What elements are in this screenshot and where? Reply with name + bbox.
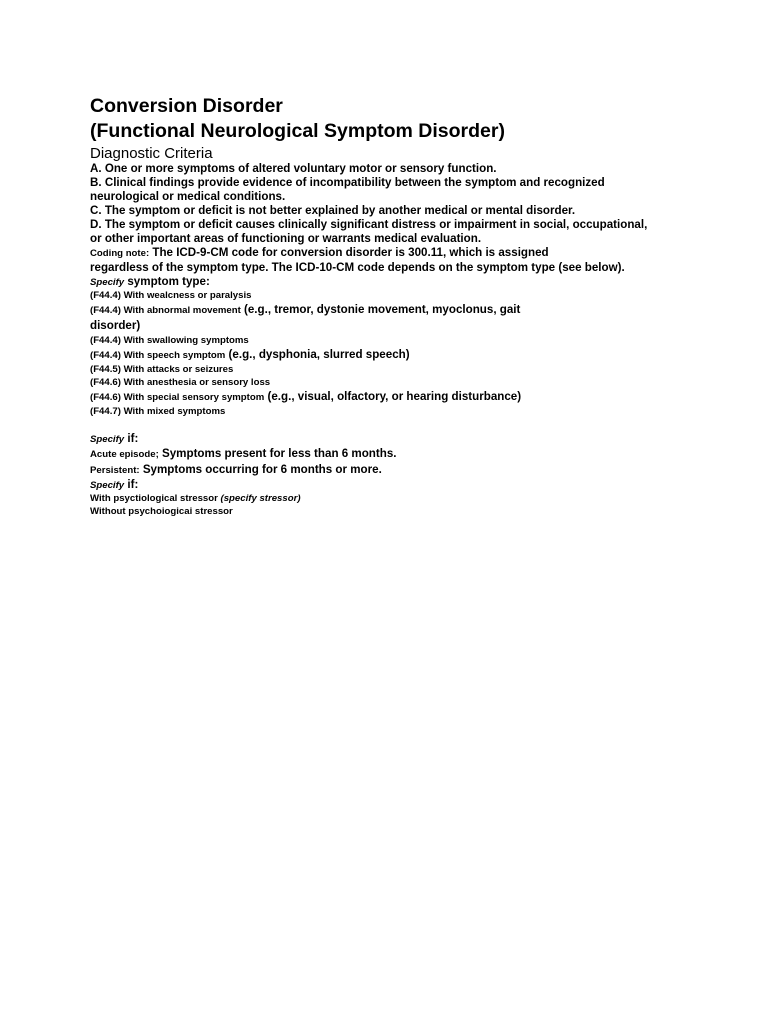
symptom-type-item <box>90 302 680 318</box>
document-title-line-1: Conversion Disorder <box>90 95 283 117</box>
acute-text: Symptoms present for less than 6 months. <box>158 447 397 460</box>
specify-symptom-suffix: symptom type: <box>124 275 210 288</box>
stressor-without: Without psychoiogicai stressor <box>90 506 233 517</box>
criterion-c: C. The symptom or deficit is not better explained by another medical or mental disorder. <box>90 204 576 217</box>
symptom-type-item: (F44.5) With attacks or seizures <box>90 364 234 375</box>
coding-note-label: Coding note: <box>90 248 150 259</box>
coding-note <box>90 246 680 275</box>
symptom-type-list <box>90 289 680 418</box>
symptom-type-examples: (e.g., tremor, dystonie movement, myoclonus, gait <box>240 303 521 316</box>
stressor-with-specify: (specify stressor) <box>220 493 301 504</box>
coding-note-line-2: regardless of the symptom type. The ICD-10-CM code depends on the symptom type (see below). <box>90 261 625 274</box>
document-title-line-2: (Functional Neurological Symptom Disorder) <box>90 120 505 142</box>
symptom-type-examples-continued: disorder) <box>90 319 141 332</box>
symptom-type-item: (F44.4) With wealcness or paralysis <box>90 290 252 301</box>
criterion-d: D. The symptom or deficit causes clinically significant distress or impairment in social, occupational, <box>90 218 648 231</box>
course-persistent <box>90 462 680 478</box>
symptom-type-code-label: (F44.4) With abnormal movement <box>90 305 241 316</box>
criteria-list <box>90 162 680 246</box>
document-page <box>90 94 680 518</box>
criterion-b-continued: neurological or medical conditions. <box>90 190 286 203</box>
symptom-type-item <box>90 389 680 405</box>
course-acute <box>90 446 680 462</box>
criterion-a: A. One or more symptoms of altered voluntary motor or sensory function. <box>90 162 497 175</box>
criterion-b: B. Clinical findings provide evidence of incompatibility between the symptom and recognized <box>90 176 605 189</box>
persistent-label: Persistent: <box>90 465 140 476</box>
document-subtitle: Diagnostic Criteria <box>90 145 213 162</box>
symptom-type-examples: (e.g., visual, olfactory, or hearing disturbance) <box>264 390 522 403</box>
criterion-d-continued: or other important areas of functioning or warrants medical evaluation. <box>90 232 482 245</box>
acute-label: Acute episode; <box>90 449 159 460</box>
stressor-with-text: With psyctiological stressor <box>90 493 221 504</box>
spacer <box>90 418 680 432</box>
specify-course <box>90 432 680 446</box>
specify-label: Specify <box>90 480 125 491</box>
symptom-type-item: (F44.4) With swallowing symptoms <box>90 335 249 346</box>
coding-note-line-1 <box>90 246 680 261</box>
stressor-with <box>90 492 680 505</box>
specify-if-suffix: if: <box>124 478 139 491</box>
specify-label: Specify <box>90 277 125 288</box>
symptom-type-item <box>90 347 680 363</box>
symptom-type-item: (F44.6) With anesthesia or sensory loss <box>90 377 271 388</box>
symptom-type-examples: (e.g., dysphonia, slurred speech) <box>225 348 410 361</box>
symptom-type-code-label: (F44.4) With speech symptom <box>90 350 226 361</box>
symptom-type-item: (F44.7) With mixed symptoms <box>90 406 226 417</box>
specify-symptom-type <box>90 275 680 289</box>
specify-stressor <box>90 478 680 492</box>
specify-if-suffix: if: <box>124 432 139 445</box>
symptom-type-code-label: (F44.6) With special sensory symptom <box>90 392 265 403</box>
specify-label: Specify <box>90 434 125 445</box>
symptom-type-item-continued <box>90 318 680 334</box>
persistent-text: Symptoms occurring for 6 months or more. <box>139 463 382 476</box>
coding-note-text-1: The ICD-9-CM code for conversion disorder is 300.11, which is assigned <box>149 246 549 259</box>
